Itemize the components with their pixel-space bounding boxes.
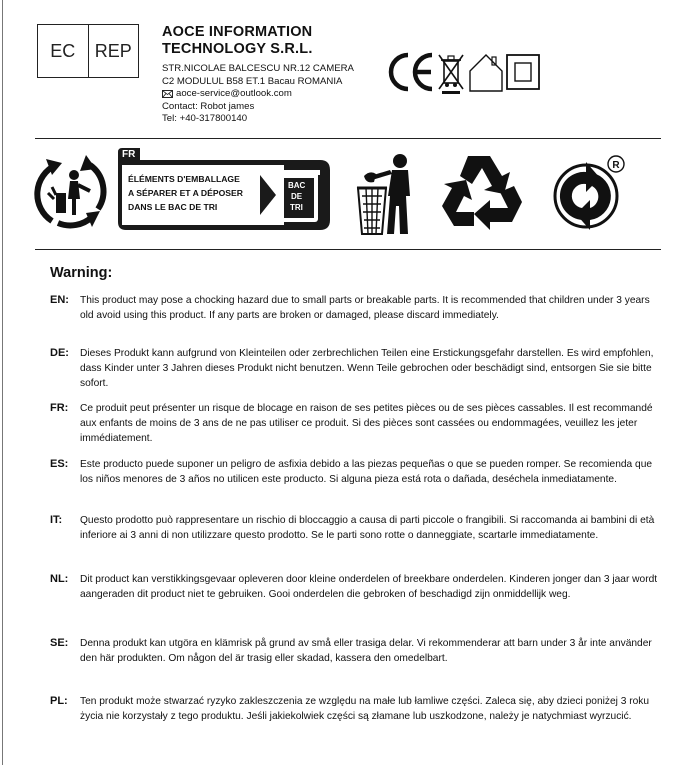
company-name-line2: TECHNOLOGY S.R.L.	[162, 41, 313, 57]
ce-mark-icon	[391, 55, 432, 89]
fr-sorting-info-badge	[118, 148, 330, 230]
language-code: ES:	[50, 458, 69, 470]
warning-text: Ce produit peut présenter un risque de blocage en raison de ses petites pièces ou de ses pièces cassables. Il est recommandé aux enfants de moins de 3 ans de ne pas utiliser ce produit. Si des pièces sont cassées ou endommagées, veuillez les jeter immédiatement.	[80, 403, 653, 444]
company-address	[162, 63, 354, 126]
compliance-marks	[384, 49, 542, 95]
bac-text: BAC	[288, 181, 306, 190]
language-code: FR:	[50, 402, 69, 414]
tidyman-icon	[356, 152, 418, 236]
contact-name: Contact: Robot james	[162, 100, 255, 112]
address-line1: STR.NICOLAE BALCESCU NR.12 CAMERA	[162, 63, 354, 74]
language-code: PL:	[50, 695, 68, 707]
page-edge-line	[2, 0, 3, 765]
envelope-icon	[162, 90, 173, 98]
triman-icon	[34, 153, 112, 231]
indoor-use-house-icon	[470, 55, 502, 91]
warning-text: Ten produkt może stwarzać ryzyko zakleszczenia ze względu na małe lub łamliwe części. Zaleca się, aby dzieci poniżej 3 roku życia nie korzystały z tego produktu. Jeśli jakiekolwiek części są złamane lub uszkodzone, należy je natychmiast wyrzucić.	[80, 696, 650, 722]
divider-top	[35, 138, 661, 139]
language-code: EN:	[50, 294, 69, 306]
fr-country-code: FR	[122, 149, 136, 160]
fr-text-line3: DANS LE BAC DE TRI	[128, 202, 218, 212]
company-name-line1: AOCE INFORMATION	[162, 24, 313, 40]
registered-mark: R	[612, 160, 620, 171]
email-row	[162, 88, 354, 101]
warning-title: Warning:	[50, 265, 113, 281]
ec-rep-symbol	[37, 24, 139, 78]
weee-crossed-bin-icon	[439, 55, 463, 94]
rep-label: REP	[94, 40, 132, 61]
class-ii-double-square-icon	[507, 55, 539, 89]
authorized-representative	[162, 24, 354, 126]
tri-text: TRI	[290, 203, 303, 212]
warning-text: Dieses Produkt kann aufgrund von Kleinteilen oder zerbrechlichen Teilen eine Erstickungsgefahr darstellen. Es wird empfohlen, dass Kinder unter 3 Jahren dieses Produkt nicht benutzen. Wenn Teile gebrochen oder beschädigt sind, entsorgen Sie sie bitte sofort.	[80, 348, 654, 389]
warning-text: Questo prodotto può rappresentare un rischio di bloccaggio a causa di parti piccole o frangibili. Si raccomanda ai bambini di età inferiore ai 3 anni di non utilizzare questo prodotto. Se le parti sono rotte o danneggiate, scartarle immediatamente.	[80, 515, 655, 541]
fr-text-line1: ÉLÉMENTS D'EMBALLAGE	[128, 174, 240, 184]
green-dot-icon	[552, 152, 628, 232]
recycle-mobius-loop-icon	[438, 150, 530, 240]
language-code: IT:	[50, 514, 63, 526]
email-address: aoce-service@outlook.com	[176, 88, 292, 100]
language-code: NL:	[50, 573, 69, 585]
de-text: DE	[291, 192, 303, 201]
warning-text: This product may pose a chocking hazard due to small parts or breakable parts. It is recommended that children under 3 years old avoid using this product. If any parts are broken or damaged, please discard immediately.	[80, 295, 650, 321]
fr-text-line2: A SÉPARER ET A DÉPOSER	[128, 188, 243, 198]
divider-bottom	[35, 249, 661, 250]
warning-text: Denna produkt kan utgöra en klämrisk på grund av små eller trasiga delar. Vi rekommenderar att barn under 3 år inte använder den här produkten. Om någon del är trasig eller skadad, kassera den omedelbart.	[80, 638, 652, 664]
warning-text: Dit product kan verstikkingsgevaar opleveren door kleine onderdelen of breekbare onderdelen. Kinderen jonger dan 3 jaar wordt aangeraden dit product niet te gebruiken. Gooi onderdelen die gebroken of beschadigd zijn onmiddellijk weg.	[80, 574, 658, 600]
warning-text: Este producto puede suponer un peligro de asfixia debido a las piezas pequeñas o que se pueden romper. Se recomienda que los niños menores de 3 años no utilicen este producto. Si alguna pieza está rota o dañada, deséchela inmediatamente.	[80, 459, 653, 485]
telephone: Tel: +40-317800140	[162, 113, 248, 125]
address-line2: C2 MODULUL B58 ET.1 Bacau ROMANIA	[162, 75, 343, 87]
language-code: DE:	[50, 347, 69, 359]
language-code: SE:	[50, 637, 69, 649]
ec-label: EC	[38, 25, 89, 77]
